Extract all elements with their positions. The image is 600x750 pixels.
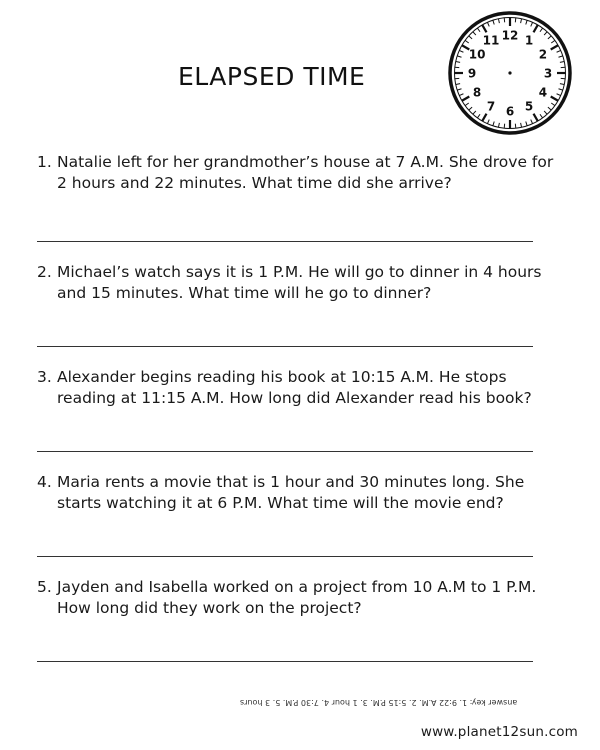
answer-line-4[interactable] [37,556,533,557]
clock-number: 9 [467,66,477,81]
clock-number: 7 [486,99,496,114]
question-number: 1. [37,153,52,171]
clock-number: 5 [524,99,534,114]
footer-url[interactable]: www.planet12sun.com [420,724,578,740]
answer-key: answer key: 1. 9:22 A.M. 2. 5:15 P.M. 3. 1 hour 4. 7:30 P.M. 5. 3 hours [240,698,518,707]
clock-number: 3 [543,66,553,81]
question-text: Michael’s watch says it is 1 P.M. He will go to dinner in 4 hours and 15 minutes. What time will he go to dinner? [57,263,542,302]
question-text: Natalie left for her grandmother’s house at 7 A.M. She drove for 2 hours and 22 minutes. What time did she arrive? [57,153,554,192]
question-2 [37,262,557,304]
clock-number: 4 [538,85,548,100]
clock-number: 10 [468,47,486,62]
clock-number: 11 [482,33,500,48]
worksheet-title: ELAPSED TIME [178,62,366,91]
question-5 [37,577,557,619]
clock-number: 6 [505,104,515,119]
question-number: 4. [37,473,52,491]
question-text: Maria rents a movie that is 1 hour and 30 minutes long. She starts watching it at 6 P.M. What time will the movie end? [57,473,525,512]
clock-icon [447,10,573,136]
clock-number: 2 [538,47,548,62]
question-number: 2. [37,263,52,281]
answer-line-5[interactable] [37,661,533,662]
question-4 [37,472,557,514]
answer-line-3[interactable] [37,451,533,452]
answer-line-2[interactable] [37,346,533,347]
clock-number: 12 [501,28,519,43]
question-number: 3. [37,368,52,386]
answer-line-1[interactable] [37,241,533,242]
question-text: Jayden and Isabella worked on a project from 10 A.M to 1 P.M. How long did they work on the project? [57,578,537,617]
question-number: 5. [37,578,52,596]
clock-number: 1 [524,33,534,48]
question-3 [37,367,557,409]
question-1 [37,152,557,194]
question-text: Alexander begins reading his book at 10:15 A.M. He stops reading at 11:15 A.M. How long did Alexander read his book? [57,368,532,407]
clock-number: 8 [472,85,482,100]
